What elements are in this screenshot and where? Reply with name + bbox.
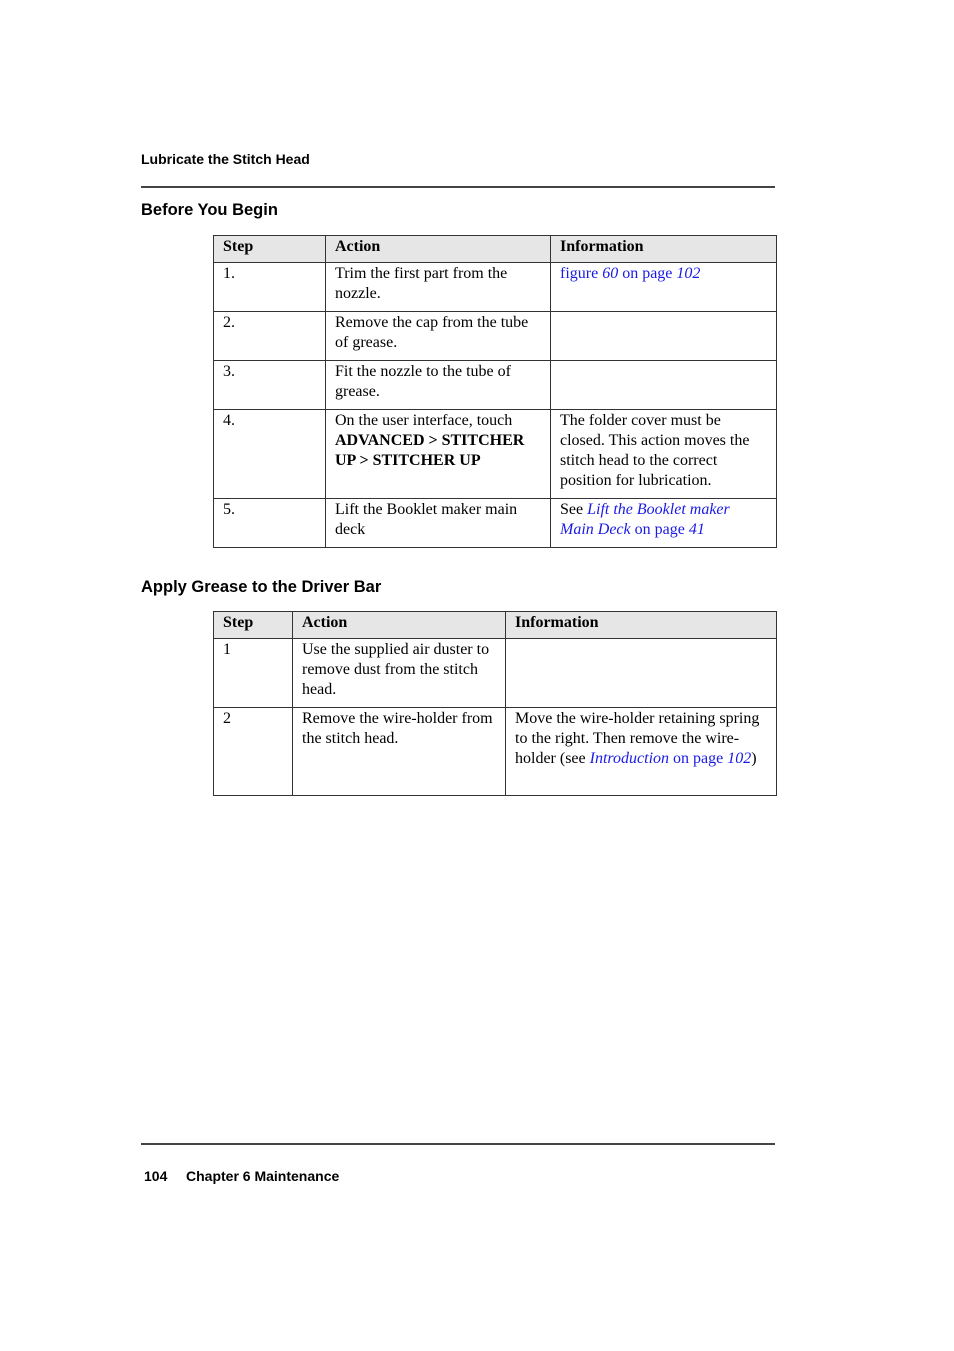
column-header-step: Step bbox=[214, 612, 293, 639]
step-information bbox=[551, 361, 777, 410]
step-number: 3. bbox=[214, 361, 326, 410]
header-rule bbox=[141, 186, 775, 188]
column-header-information: Information bbox=[551, 236, 777, 263]
table-row bbox=[214, 708, 777, 796]
step-action: Use the supplied air duster to remove dust from the stitch head. bbox=[293, 639, 506, 708]
step-action: Lift the Booklet maker main deck bbox=[326, 499, 551, 548]
column-header-action: Action bbox=[326, 236, 551, 263]
see-text: See bbox=[560, 501, 588, 518]
section-heading-apply-grease: Apply Grease to the Driver Bar bbox=[141, 578, 382, 596]
step-action: Trim the first part from the nozzle. bbox=[326, 263, 551, 312]
step-information bbox=[551, 312, 777, 361]
column-header-step: Step bbox=[214, 236, 326, 263]
step-action: Remove the cap from the tube of grease. bbox=[326, 312, 551, 361]
table-row bbox=[214, 639, 777, 708]
table-row bbox=[214, 263, 777, 312]
table-row bbox=[214, 499, 777, 548]
information-text: Move the wire-holder retaining spring to the right. Then remove the wire-holder (see bbox=[515, 710, 760, 767]
introduction-link[interactable]: Introduction on page 102 bbox=[589, 750, 752, 767]
column-header-information: Information bbox=[506, 612, 777, 639]
step-information: The folder cover must be closed. This action moves the stitch head to the correct position for lubrication. bbox=[551, 410, 777, 499]
step-information bbox=[551, 263, 777, 312]
table-row bbox=[214, 410, 777, 499]
figure-reference-link[interactable]: figure 60 on page 102 bbox=[560, 265, 701, 282]
step-information bbox=[551, 499, 777, 548]
step-number: 2 bbox=[214, 708, 293, 796]
lift-booklet-maker-link[interactable]: Lift the Booklet maker Main Deck on page 41 bbox=[560, 501, 730, 538]
section-heading-before-you-begin: Before You Begin bbox=[141, 201, 278, 219]
step-information bbox=[506, 639, 777, 708]
step-action: Remove the wire-holder from the stitch head. bbox=[293, 708, 506, 796]
step-number: 5. bbox=[214, 499, 326, 548]
page-number: 104 bbox=[144, 1168, 168, 1184]
step-action: Fit the nozzle to the tube of grease. bbox=[326, 361, 551, 410]
column-header-action: Action bbox=[293, 612, 506, 639]
table-row bbox=[214, 361, 777, 410]
table-header-row bbox=[214, 612, 777, 639]
running-head-title: Lubricate the Stitch Head bbox=[141, 151, 310, 167]
ui-path: ADVANCED > STITCHER UP > STITCHER UP bbox=[335, 432, 525, 469]
action-text: On the user interface, touch bbox=[335, 412, 513, 429]
step-number: 2. bbox=[214, 312, 326, 361]
apply-grease-table bbox=[213, 611, 777, 796]
step-number: 4. bbox=[214, 410, 326, 499]
footer-chapter-title: Chapter 6 Maintenance bbox=[186, 1168, 340, 1184]
closing-paren: ) bbox=[751, 750, 757, 767]
footer-rule bbox=[141, 1143, 775, 1145]
step-action bbox=[326, 410, 551, 499]
step-information bbox=[506, 708, 777, 796]
table-header-row bbox=[214, 236, 777, 263]
step-number: 1. bbox=[214, 263, 326, 312]
step-number: 1 bbox=[214, 639, 293, 708]
before-you-begin-table bbox=[213, 235, 777, 548]
table-row bbox=[214, 312, 777, 361]
